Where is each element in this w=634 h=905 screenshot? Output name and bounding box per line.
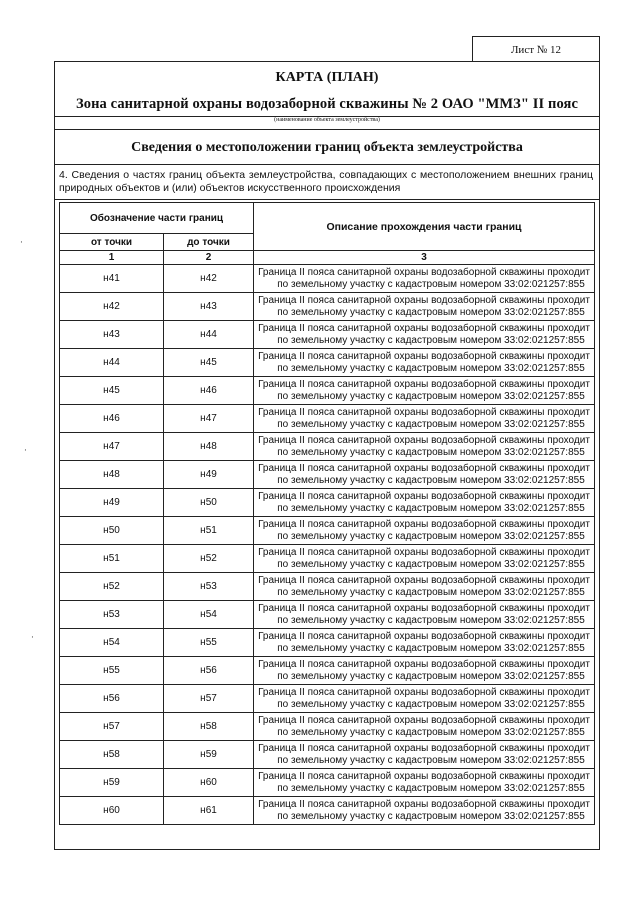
boundary-description	[254, 685, 595, 713]
table-row	[60, 517, 595, 545]
header-description: Описание прохождения части границ	[254, 203, 595, 251]
from-point: н49	[60, 489, 164, 517]
to-point: н49	[164, 461, 254, 489]
header-divider	[55, 129, 599, 130]
object-name: Зона санитарной охраны водозаборной скважины № 2 ОАО "ММЗ" II пояс	[75, 96, 579, 112]
description-line-2: по земельному участку с кадастровым номером 33:02:021257:855	[277, 586, 585, 598]
to-point: н44	[164, 321, 254, 349]
from-point: н50	[60, 517, 164, 545]
description-line-2: по земельному участку с кадастровым номером 33:02:021257:855	[277, 334, 585, 346]
from-point: н60	[60, 797, 164, 825]
from-point: н54	[60, 629, 164, 657]
description-line-1: Граница II пояса санитарной охраны водозаборной скважины проходит	[258, 630, 590, 642]
description-line-1: Граница II пояса санитарной охраны водозаборной скважины проходит	[258, 490, 590, 502]
to-point: н58	[164, 713, 254, 741]
from-point: н58	[60, 741, 164, 769]
from-point: н43	[60, 321, 164, 349]
description-line-2: по земельному участку с кадастровым номером 33:02:021257:855	[277, 726, 585, 738]
boundary-description	[254, 601, 595, 629]
description-line-1: Граница II пояса санитарной охраны водозаборной скважины проходит	[258, 686, 590, 698]
description-line-1: Граница II пояса санитарной охраны водозаборной скважины проходит	[258, 798, 590, 810]
description-line-1: Граница II пояса санитарной охраны водозаборной скважины проходит	[258, 462, 590, 474]
table-row	[60, 377, 595, 405]
from-point: н59	[60, 769, 164, 797]
to-point: н55	[164, 629, 254, 657]
boundary-description	[254, 405, 595, 433]
boundary-description	[254, 741, 595, 769]
boundary-parts-table	[59, 202, 595, 825]
description-line-1: Граница II пояса санитарной охраны водозаборной скважины проходит	[258, 770, 590, 782]
object-caption: (наименование объекта землеустройства)	[274, 117, 380, 123]
description-line-2: по земельному участку с кадастровым номером 33:02:021257:855	[277, 418, 585, 430]
from-point: н52	[60, 573, 164, 601]
from-point: н55	[60, 657, 164, 685]
table-row	[60, 713, 595, 741]
to-point: н54	[164, 601, 254, 629]
from-point: н42	[60, 293, 164, 321]
to-point: н46	[164, 377, 254, 405]
description-line-2: по земельному участку с кадастровым номером 33:02:021257:855	[277, 306, 585, 318]
to-point: н60	[164, 769, 254, 797]
boundary-description	[254, 797, 595, 825]
description-line-1: Граница II пояса санитарной охраны водозаборной скважины проходит	[258, 350, 590, 362]
to-point: н48	[164, 433, 254, 461]
boundary-description	[254, 545, 595, 573]
description-line-1: Граница II пояса санитарной охраны водозаборной скважины проходит	[258, 546, 590, 558]
description-line-2: по земельному участку с кадастровым номером 33:02:021257:855	[277, 446, 585, 458]
section-title: Сведения о местоположении границ объекта землеустройства	[131, 140, 523, 155]
header-from-point: от точки	[60, 234, 164, 251]
boundary-description	[254, 377, 595, 405]
description-line-2: по земельному участку с кадастровым номером 33:02:021257:855	[277, 698, 585, 710]
from-point: н57	[60, 713, 164, 741]
boundary-description	[254, 713, 595, 741]
header-boundary-parts: Обозначение части границ	[60, 203, 254, 234]
from-point: н41	[60, 265, 164, 293]
boundary-description	[254, 461, 595, 489]
description-line-1: Граница II пояса санитарной охраны водозаборной скважины проходит	[258, 714, 590, 726]
column-number-2: 2	[164, 251, 254, 265]
table-row	[60, 433, 595, 461]
from-point: н48	[60, 461, 164, 489]
scan-mark: ·	[24, 446, 27, 456]
to-point: н53	[164, 573, 254, 601]
boundary-description	[254, 321, 595, 349]
description-line-1: Граница II пояса санитарной охраны водозаборной скважины проходит	[258, 658, 590, 670]
header-to-point: до точки	[164, 234, 254, 251]
description-line-1: Граница II пояса санитарной охраны водозаборной скважины проходит	[258, 574, 590, 586]
to-point: н50	[164, 489, 254, 517]
table-row	[60, 349, 595, 377]
description-line-2: по земельному участку с кадастровым номером 33:02:021257:855	[277, 782, 585, 794]
table-row	[60, 321, 595, 349]
document-frame	[54, 61, 600, 850]
description-line-1: Граница II пояса санитарной охраны водозаборной скважины проходит	[258, 294, 590, 306]
table-row	[60, 685, 595, 713]
to-point: н61	[164, 797, 254, 825]
to-point: н59	[164, 741, 254, 769]
from-point: н51	[60, 545, 164, 573]
boundary-description	[254, 629, 595, 657]
description-line-2: по земельному участку с кадастровым номером 33:02:021257:855	[277, 390, 585, 402]
description-line-1: Граница II пояса санитарной охраны водозаборной скважины проходит	[258, 406, 590, 418]
from-point: н53	[60, 601, 164, 629]
description-line-1: Граница II пояса санитарной охраны водозаборной скважины проходит	[258, 322, 590, 334]
description-line-2: по земельному участку с кадастровым номером 33:02:021257:855	[277, 614, 585, 626]
description-line-2: по земельному участку с кадастровым номером 33:02:021257:855	[277, 810, 585, 822]
boundary-description	[254, 769, 595, 797]
table-row	[60, 293, 595, 321]
sheet-number: Лист № 12	[472, 36, 600, 62]
from-point: н45	[60, 377, 164, 405]
column-number-1: 1	[60, 251, 164, 265]
description-line-1: Граница II пояса санитарной охраны водозаборной скважины проходит	[258, 742, 590, 754]
description-line-1: Граница II пояса санитарной охраны водозаборной скважины проходит	[258, 378, 590, 390]
to-point: н51	[164, 517, 254, 545]
from-point: н47	[60, 433, 164, 461]
boundary-description	[254, 433, 595, 461]
section-note: 4. Сведения о частях границ объекта землеустройства, совпадающих с местоположением внешних границ природных объектов и (или) объектов искусственного происхождения	[59, 169, 593, 194]
description-line-2: по земельному участку с кадастровым номером 33:02:021257:855	[277, 530, 585, 542]
description-line-2: по земельному участку с кадастровым номером 33:02:021257:855	[277, 362, 585, 374]
boundary-description	[254, 349, 595, 377]
column-number-3: 3	[254, 251, 595, 265]
description-line-2: по земельному участку с кадастровым номером 33:02:021257:855	[277, 558, 585, 570]
from-point: н46	[60, 405, 164, 433]
table-row	[60, 545, 595, 573]
from-point: н44	[60, 349, 164, 377]
description-line-1: Граница II пояса санитарной охраны водозаборной скважины проходит	[258, 266, 590, 278]
to-point: н42	[164, 265, 254, 293]
description-line-2: по земельному участку с кадастровым номером 33:02:021257:855	[277, 754, 585, 766]
to-point: н43	[164, 293, 254, 321]
table-row	[60, 741, 595, 769]
to-point: н57	[164, 685, 254, 713]
table-row	[60, 461, 595, 489]
boundary-description	[254, 489, 595, 517]
to-point: н56	[164, 657, 254, 685]
to-point: н45	[164, 349, 254, 377]
table-row	[60, 629, 595, 657]
boundary-description	[254, 517, 595, 545]
scan-mark: ·	[31, 633, 34, 643]
boundary-description	[254, 573, 595, 601]
section-divider	[55, 164, 599, 165]
description-line-2: по земельному участку с кадастровым номером 33:02:021257:855	[277, 502, 585, 514]
table-row	[60, 405, 595, 433]
description-line-2: по земельному участку с кадастровым номером 33:02:021257:855	[277, 474, 585, 486]
boundary-description	[254, 265, 595, 293]
document-title: КАРТА (ПЛАН)	[275, 70, 379, 85]
boundary-description	[254, 657, 595, 685]
boundary-description	[254, 293, 595, 321]
table-row	[60, 573, 595, 601]
to-point: н47	[164, 405, 254, 433]
description-line-2: по земельному участку с кадастровым номером 33:02:021257:855	[277, 642, 585, 654]
description-line-1: Граница II пояса санитарной охраны водозаборной скважины проходит	[258, 434, 590, 446]
to-point: н52	[164, 545, 254, 573]
table-row	[60, 797, 595, 825]
description-line-2: по земельному участку с кадастровым номером 33:02:021257:855	[277, 670, 585, 682]
table-row	[60, 265, 595, 293]
scan-mark: ·	[20, 238, 23, 248]
description-line-1: Граница II пояса санитарной охраны водозаборной скважины проходит	[258, 518, 590, 530]
table-row	[60, 489, 595, 517]
from-point: н56	[60, 685, 164, 713]
table-row	[60, 657, 595, 685]
description-line-1: Граница II пояса санитарной охраны водозаборной скважины проходит	[258, 602, 590, 614]
note-divider	[55, 199, 599, 200]
table-row	[60, 601, 595, 629]
table-row	[60, 769, 595, 797]
description-line-2: по земельному участку с кадастровым номером 33:02:021257:855	[277, 278, 585, 290]
